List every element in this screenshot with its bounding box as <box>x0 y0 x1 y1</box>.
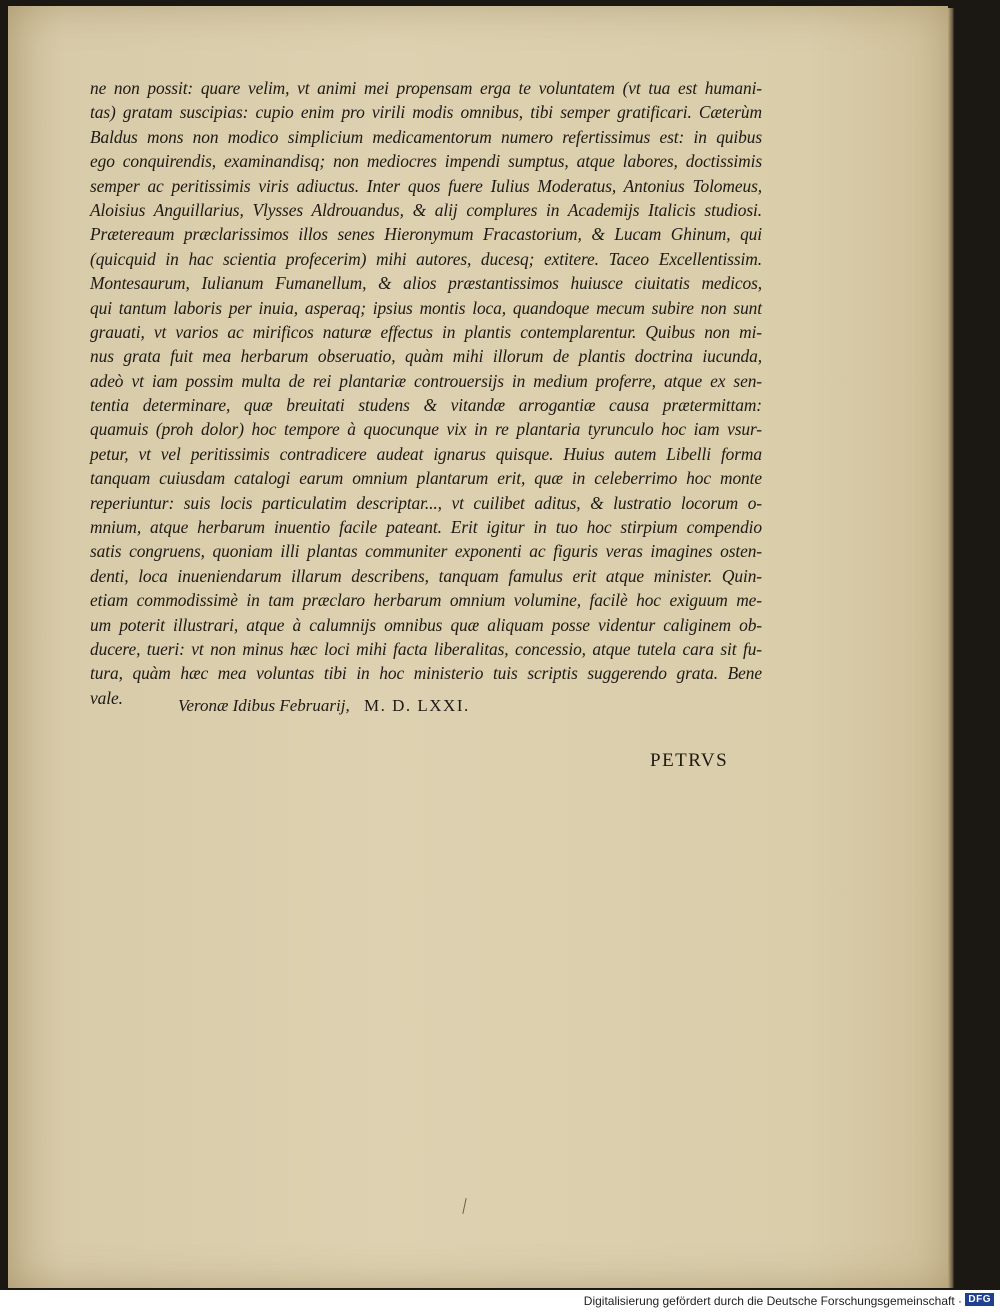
footer-bar <box>0 1290 1000 1314</box>
catchword: PETRVS <box>650 750 729 771</box>
text-line: Baldus mons non modico simplicium medicamentorum numero refertissimus est: in quibus <box>90 126 762 147</box>
text-line: tanquam cuiusdam catalogi earum omnium plantarum erit, quæ in celeberrimo hoc monte <box>90 468 762 489</box>
text-line: ne non possit: quare velim, vt animi mei propensam erga te voluntatem (vt tua est humani- <box>90 78 762 98</box>
text-line-final: vale. <box>90 687 123 708</box>
text-line: um poterit illustrari, atque à calumnijs omnibus quæ aliquam posse videntur caliginem ob- <box>90 614 762 635</box>
letter-body <box>90 76 762 710</box>
text-line: ego conquirendis, examinandisq; non mediocres impendi sumptus, atque labores, doctissimis <box>90 151 762 172</box>
text-line: Montesaurum, Iulianum Fumanellum, & alios præstantissimos huiusce ciuitatis medicos, <box>90 273 762 294</box>
text-line: tentia determinare, quæ breuitati studens & vitandæ arrogantiæ causa prætermittam: <box>90 395 762 416</box>
text-line: Prætereaum præclarissimos illos senes Hieronymum Fracastorium, & Lucam Ghinum, qui <box>90 224 762 245</box>
text-line: denti, loca inueniendarum illarum describens, tanquam famulus erit atque minister. Quin- <box>90 565 762 586</box>
text-line: grauati, vt varios ac mirificos naturæ effectus in plantis contemplarentur. Quibus non mi- <box>90 321 762 342</box>
dfg-logo-icon: DFG <box>965 1293 994 1306</box>
text-line: (quicquid in hac scientia profecerim) mihi autores, ducesq; extitere. Taceo Excellentissim. <box>90 248 762 269</box>
book-page <box>8 6 948 1288</box>
text-line: mnium, atque herbarum inuentio facile pateant. Erit igitur in tuo hoc stirpium compendio <box>90 517 762 538</box>
text-line: reperiuntur: suis locis particulatim descriptar..., vt cuilibet aditus, & lustratio locorum o- <box>90 492 762 513</box>
text-line: satis congruens, quoniam illi plantas communiter exponenti ac figuris veras imagines osten- <box>90 541 762 562</box>
page-edge <box>948 8 954 1288</box>
text-line: qui tantum laboris per inuia, asperaq; ipsius montis loca, quandoque mecum subire non sunt <box>90 297 762 318</box>
text-line: adeò vt iam possim multa de rei plantariæ controuersijs in medium proferre, atque ex sen- <box>90 370 762 391</box>
funding-credit: Digitalisierung gefördert durch die Deutsche Forschungsgemeinschaft · <box>583 1294 962 1308</box>
ink-mark <box>462 1198 466 1214</box>
text-line: tas) gratam suscipias: cupio enim pro virili modis omnibus, tibi semper gratificari. Cæterùm <box>90 102 762 123</box>
dateline <box>178 696 470 716</box>
text-line: quamuis (proh dolor) hoc tempore à quocunque vix in re plantaria tyrunculo hoc iam vsur- <box>90 419 762 440</box>
text-line: semper ac peritissimis viris adiuctus. Inter quos fuere Iulius Moderatus, Antonius Tolomeus, <box>90 175 762 196</box>
text-line: etiam commodissimè in tam præclaro herbarum omnium volumine, facilè hoc exiguum me- <box>90 590 762 611</box>
dateline-year: M. D. LXXI. <box>363 696 470 715</box>
dateline-place: Veronæ Idibus Februarij, <box>178 696 350 715</box>
text-line: Aloisius Anguillarius, Vlysses Aldrouandus, & alij complures in Academijs Italicis studiosi. <box>90 199 762 220</box>
text-line: ducere, tueri: vt non minus hæc loci mihi facta liberalitas, concessio, atque tutela cara sit fu- <box>90 638 762 659</box>
text-line: nus grata fuit mea herbarum obseruatio, quàm mihi illorum de plantis doctrina iucunda, <box>90 346 762 367</box>
text-line: tura, quàm hæc mea voluntas tibi in hoc ministerio tuis scriptis suggerendo grata. Bene <box>90 663 762 684</box>
text-line: petur, vt vel peritissimis contradicere audeat ignarus quisque. Huius autem Libelli forma <box>90 443 762 464</box>
